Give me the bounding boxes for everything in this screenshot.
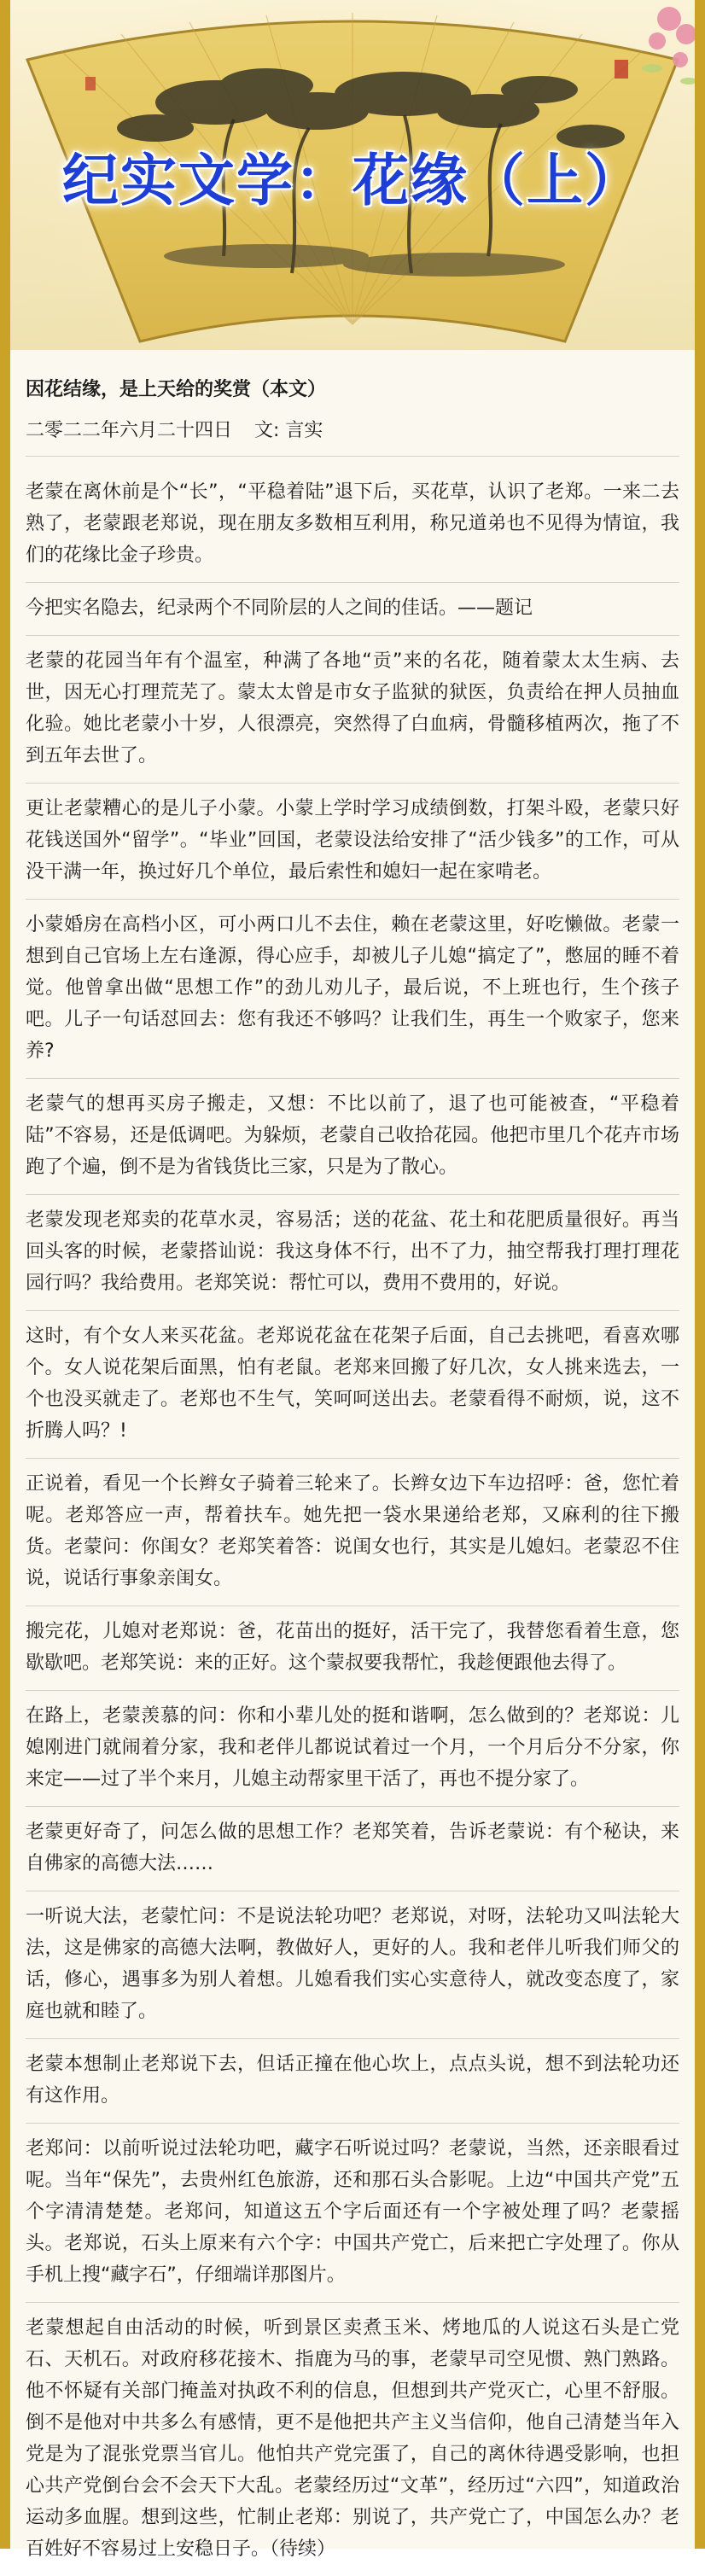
paragraph-7: 老蒙发现老郑卖的花草水灵，容易活；送的花盆、花土和花肥质量很好。再当回头客的时候，老蒙搭讪说：我这身体不行，出不了力，抽空帮我打理打理花园行吗？我给费用。老郑笑说：帮忙可以，费用不费用的，好说。: [26, 1195, 679, 1311]
article-date: 二零二二年六月二十四日: [26, 420, 233, 441]
article-author: 文: 言实: [254, 420, 323, 441]
paragraph-9: 正说着，看见一个长辫女子骑着三轮来了。长辫女边下车边招呼：爸，您忙着呢。老郑答应一声，帮着扶车。她先把一袋水果递给老郑，又麻利的往下搬货。老蒙问：你闺女？老郑笑着答：说闺女也行，其实是儿媳妇。老蒙忍不住说，说话行事象亲闺女。: [26, 1459, 679, 1606]
paragraph-14: 老蒙本想制止老郑说下去，但话正撞在他心坎上，点点头说，想不到法轮功还有这作用。: [26, 2039, 679, 2124]
paragraph-11: 在路上，老蒙羡慕的问：你和小辈儿处的挺和谐啊，怎么做到的？老郑说：儿媳刚进门就闹着分家，我和老伴儿都说试着过一个月，一个月后分不分家，你来定——过了半个来月，儿媳主动帮家里干活了，再也不提分家了。: [26, 1691, 679, 1807]
paragraph-13: 一听说大法，老蒙忙问：不是说法轮功吧？老郑说，对呀，法轮功又叫法轮大法，这是佛家的高德大法啊，教做好人，更好的人。我和老伴儿听我们师父的话，修心，遇事多为别人着想。儿媳看我们实心实意待人，就改变态度了，家庭也就和睦了。: [26, 1891, 679, 2039]
paragraph-3: 老蒙的花园当年有个温室，种满了各地“贡”来的名花，随着蒙太太生病、去世，因无心打理荒芜了。蒙太太曾是市女子监狱的狱医，负责给在押人员抽血化验。她比老蒙小十岁，人很漂亮，突然得了白血病，骨髓移植两次，拖了不到五年去世了。: [26, 636, 679, 784]
paragraph-2: 今把实名隐去，纪录两个不同阶层的人之间的佳话。——题记: [26, 583, 679, 636]
paragraph-6: 老蒙气的想再买房子搬走，又想：不比以前了，退了也可能被查，“平稳着陆”不容易，还是低调吧。为躲烦，老蒙自己收拾花园。他把市里几个花卉市场跑了个遍，倒不是为省钱货比三家，只是为了散心。: [26, 1079, 679, 1195]
header-banner: [10, 0, 695, 350]
article-byline: [26, 417, 679, 457]
paragraph-10: 搬完花，儿媳对老郑说：爸，花苗出的挺好，活干完了，我替您看着生意，您歇歇吧。老郑笑说：来的正好。这个蒙叔要我帮忙，我趁便跟他去得了。: [26, 1606, 679, 1691]
banner-title: 纪实文学：花缘（上）: [62, 148, 643, 213]
article-body: [10, 350, 695, 2576]
paragraph-16: 老蒙想起自由活动的时候，听到景区卖煮玉米、烤地瓜的人说这石头是亡党石、天机石。对政府移花接木、指鹿为马的事，老蒙早司空见惯、熟门熟路。他不怀疑有关部门掩盖对执政不利的信息，但想到共产党灭亡，心里不舒服。倒不是他对中共多么有感情，更不是他把共产主义当信仰，他自己清楚当年入党是为了混张党票当官儿。他怕共产党完蛋了，自己的离休待遇受影响，也担心共产党倒台会不会天下大乱。老蒙经历过“文革”，经历过“六四”，知道政治运动多血腥。想到这些，忙制止老郑：别说了，共产党亡了，中国怎么办？老百姓好不容易过上安稳日子。（待续）: [26, 2317, 679, 2560]
paragraph-8: 这时，有个女人来买花盆。老郑说花盆在花架子后面，自己去挑吧，看喜欢哪个。女人说花架后面黑，怕有老鼠。老郑来回搬了好几次，女人挑来选去，一个也没买就走了。老郑也不生气，笑呵呵送出去。老蒙看得不耐烦，说，这不折腾人吗？!: [26, 1311, 679, 1459]
paragraph-12: 老蒙更好奇了，问怎么做的思想工作？老郑笑着，告诉老蒙说：有个秘诀，来自佛家的高德大法……: [26, 1807, 679, 1891]
paragraph-15: 老郑问：以前听说过法轮功吧，藏字石听说过吗？老蒙说，当然，还亲眼看过呢。当年“保先”，去贵州红色旅游，还和那石头合影呢。上边“中国共产党”五个字清清楚楚。老郑问，知道这五个字后面还有一个字被处理了吗？老蒙摇头。老郑说，石头上原来有六个字：中国共产党亡，后来把亡字处理了。你从手机上搜“藏字石”，仔细端详那图片。: [26, 2124, 679, 2303]
article-headline: 因花结缘，是上天给的奖赏（本文）: [26, 379, 327, 400]
paragraph-5: 小蒙婚房在高档小区，可小两口儿不去住，赖在老蒙这里，好吃懒做。老蒙一想到自己官场上左右逢源，得心应手，却被儿子儿媳“搞定了”，憋屈的睡不着觉。他曾拿出做“思想工作”的劲儿劝儿子，最后说，不上班也行，生个孩子吧。儿子一句话怼回去：您有我还不够吗？让我们生，再生一个败家子，您来养?: [26, 900, 679, 1079]
paragraph-1: 老蒙在离休前是个“长”，“平稳着陆”退下后，买花草，认识了老郑。一来二去熟了，老蒙跟老郑说，现在朋友多数相互利用，称兄道弟也不见得为情谊，我们的花缘比金子珍贵。: [26, 467, 679, 583]
paragraph-4: 更让老蒙糟心的是儿子小蒙。小蒙上学时学习成绩倒数，打架斗殴，老蒙只好花钱送国外“留学”。“毕业”回国，老蒙设法给安排了“活少钱多”的工作，可从没干满一年，换过好几个单位，最后索性和媳妇一起在家啃老。: [26, 784, 679, 900]
